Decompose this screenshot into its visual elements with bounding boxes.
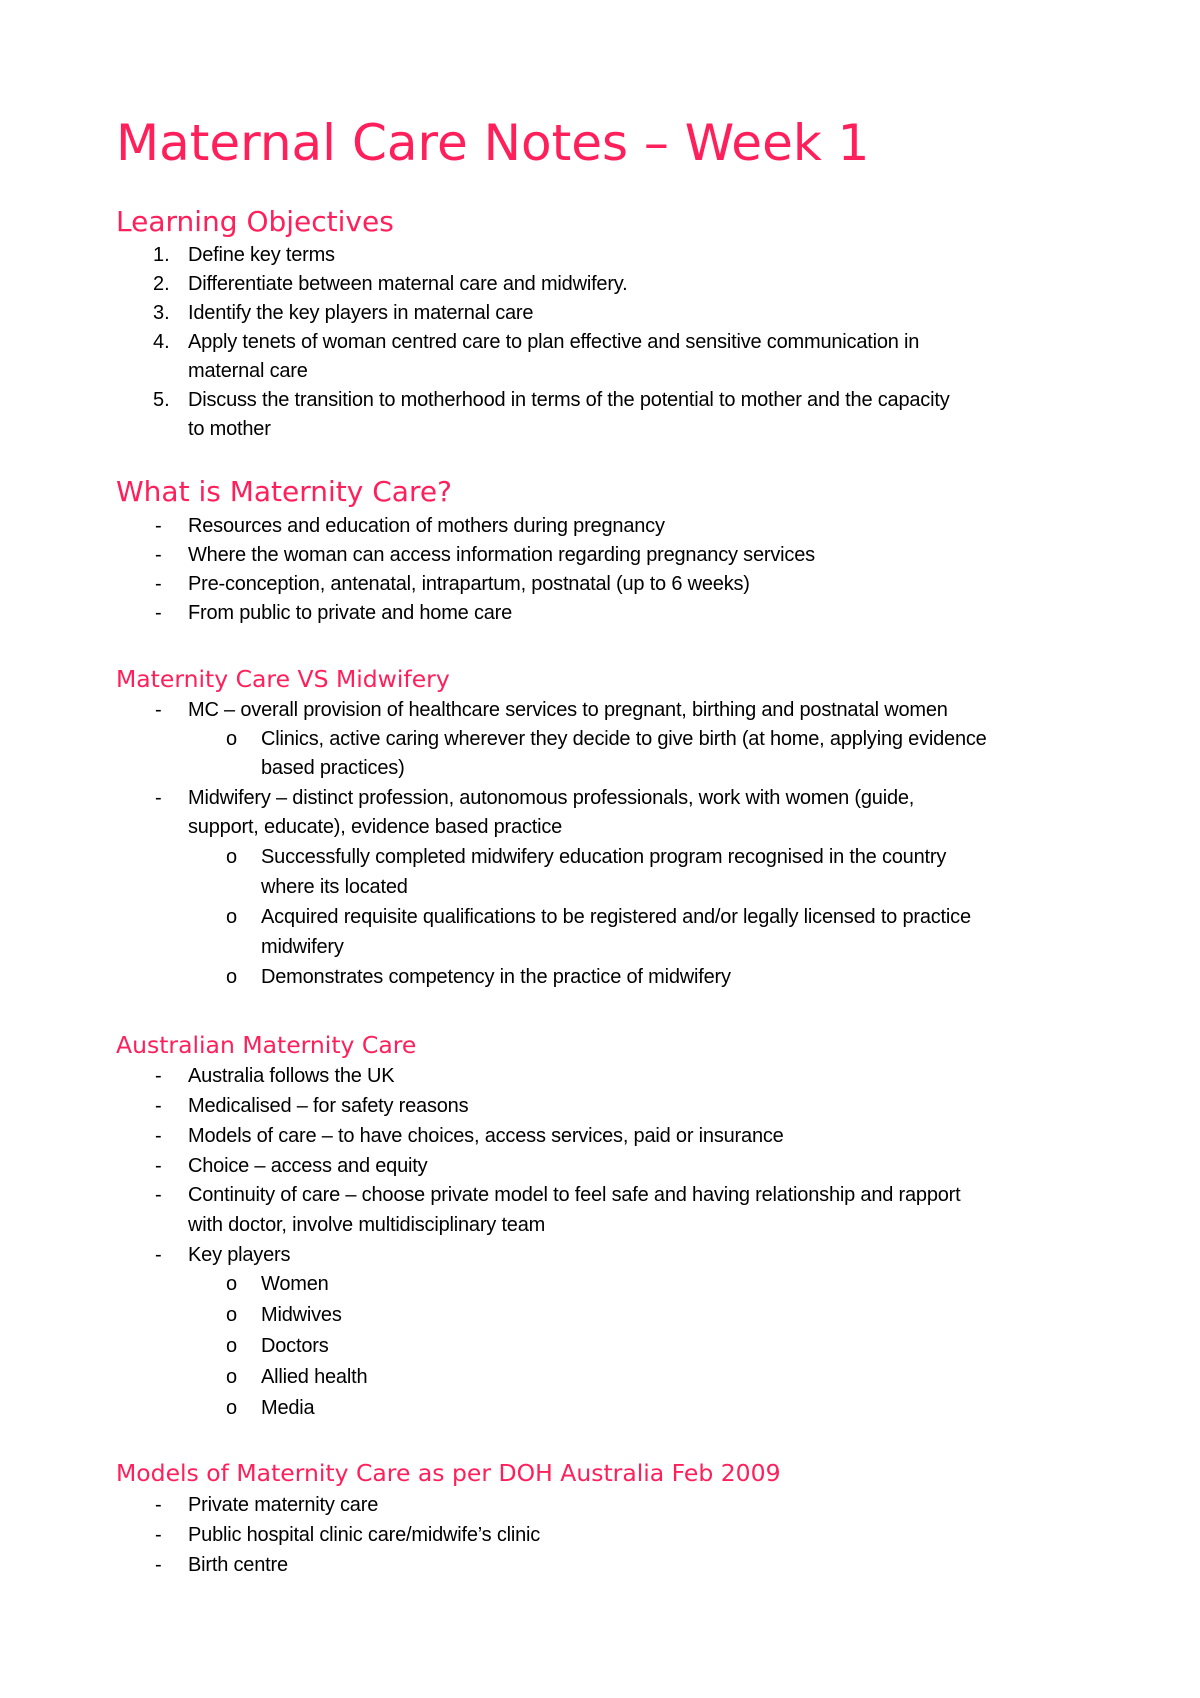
list-item: Birth centre [188, 1554, 288, 1576]
dash-bullet: - [155, 787, 162, 809]
sub-list-item: Allied health [261, 1366, 368, 1388]
list-item: Resources and education of mothers during pregnancy [188, 515, 665, 537]
sub-list-item: Doctors [261, 1335, 329, 1357]
list-item: Apply tenets of woman centred care to plan effective and sensitive communication in [188, 331, 920, 353]
dash-bullet: - [155, 1125, 162, 1147]
circle-bullet: o [226, 1304, 238, 1326]
list-item: From public to private and home care [188, 602, 513, 624]
dash-bullet: - [155, 515, 162, 537]
circle-bullet: o [226, 1366, 238, 1388]
sub-list-item: Women [261, 1273, 329, 1295]
circle-bullet: o [226, 1335, 238, 1357]
list-item: Continuity of care – choose private model to feel safe and having relationship and rapport [188, 1184, 961, 1206]
dash-bullet: - [155, 1065, 162, 1087]
list-item: Private maternity care [188, 1494, 379, 1516]
dash-bullet: - [155, 573, 162, 595]
sub-list-item-continued: where its located [261, 876, 408, 898]
list-number: 3. [153, 302, 170, 324]
dash-bullet: - [155, 1244, 162, 1266]
circle-bullet: o [226, 846, 238, 868]
sub-list-item: Midwives [261, 1304, 342, 1326]
sub-list-item: Media [261, 1397, 315, 1419]
sub-list-item: Demonstrates competency in the practice of midwifery [261, 966, 731, 988]
dash-bullet: - [155, 544, 162, 566]
list-item: Where the woman can access information regarding pregnancy services [188, 544, 815, 566]
section-heading-learning-objectives: Learning Objectives [116, 205, 394, 238]
dash-bullet: - [155, 1494, 162, 1516]
circle-bullet: o [226, 728, 238, 750]
dash-bullet: - [155, 602, 162, 624]
dash-bullet: - [155, 699, 162, 721]
list-item: Australia follows the UK [188, 1065, 395, 1087]
list-item: Medicalised – for safety reasons [188, 1095, 469, 1117]
sub-list-item: Clinics, active caring wherever they decide to give birth (at home, applying evidence [261, 728, 987, 750]
section-heading-australian-maternity-care: Australian Maternity Care [116, 1031, 417, 1059]
list-number: 2. [153, 273, 170, 295]
list-item: Identify the key players in maternal care [188, 302, 534, 324]
sub-list-item-continued: based practices) [261, 757, 405, 779]
page-title: Maternal Care Notes – Week 1 [116, 114, 870, 172]
circle-bullet: o [226, 906, 238, 928]
list-item-continued: maternal care [188, 360, 308, 382]
dash-bullet: - [155, 1524, 162, 1546]
list-item: MC – overall provision of healthcare services to pregnant, birthing and postnatal women [188, 699, 948, 721]
circle-bullet: o [226, 966, 238, 988]
list-item-continued: to mother [188, 418, 271, 440]
dash-bullet: - [155, 1554, 162, 1576]
list-number: 4. [153, 331, 170, 353]
dash-bullet: - [155, 1155, 162, 1177]
list-item: Public hospital clinic care/midwife’s clinic [188, 1524, 541, 1546]
list-item-continued: with doctor, involve multidisciplinary team [188, 1214, 546, 1236]
list-item: Discuss the transition to motherhood in terms of the potential to mother and the capacity [188, 389, 950, 411]
list-item: Differentiate between maternal care and midwifery. [188, 273, 628, 295]
list-number: 5. [153, 389, 170, 411]
section-heading-models-of-maternity-care: Models of Maternity Care as per DOH Australia Feb 2009 [116, 1459, 781, 1487]
list-item: Key players [188, 1244, 291, 1266]
sub-list-item-continued: midwifery [261, 936, 344, 958]
sub-list-item: Acquired requisite qualifications to be registered and/or legally licensed to practice [261, 906, 971, 928]
circle-bullet: o [226, 1273, 238, 1295]
list-item: Midwifery – distinct profession, autonomous professionals, work with women (guide, [188, 787, 915, 809]
section-heading-what-is-maternity-care: What is Maternity Care? [116, 475, 452, 508]
circle-bullet: o [226, 1397, 238, 1419]
sub-list-item: Successfully completed midwifery education program recognised in the country [261, 846, 947, 868]
list-number: 1. [153, 244, 170, 266]
dash-bullet: - [155, 1095, 162, 1117]
list-item-continued: support, educate), evidence based practice [188, 816, 563, 838]
list-item: Pre-conception, antenatal, intrapartum, postnatal (up to 6 weeks) [188, 573, 750, 595]
list-item: Define key terms [188, 244, 335, 266]
section-heading-maternity-care-vs-midwifery: Maternity Care VS Midwifery [116, 665, 450, 693]
list-item: Models of care – to have choices, access services, paid or insurance [188, 1125, 784, 1147]
dash-bullet: - [155, 1184, 162, 1206]
list-item: Choice – access and equity [188, 1155, 428, 1177]
